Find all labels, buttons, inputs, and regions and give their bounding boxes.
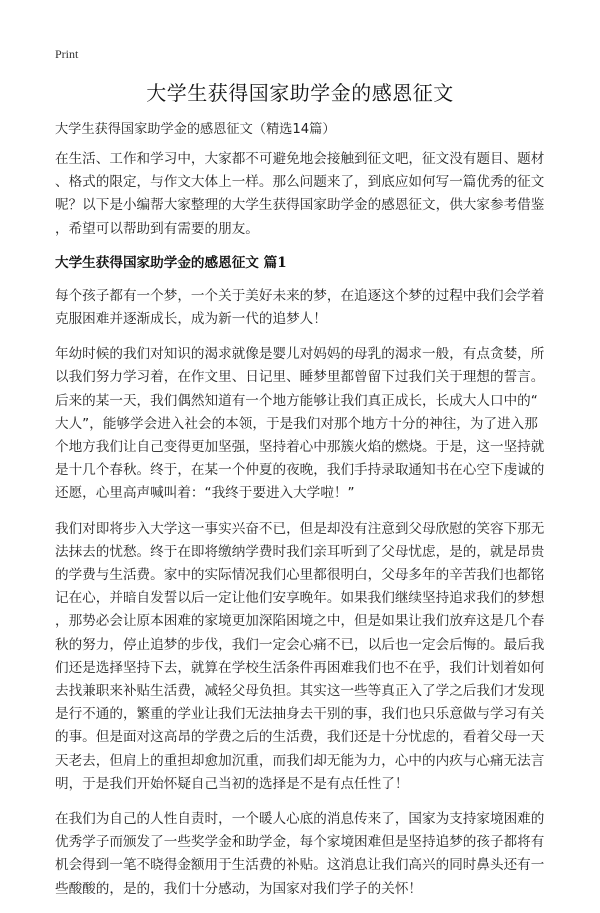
text-line: 在我们为自己的人性自责时，一个暖人心底的消息传来了，国家为支持家境困难的	[55, 811, 545, 828]
text-line: 去找兼职来补贴生活费，减轻父母负担。其实这一些等真正入了学之后我们才发现	[55, 683, 545, 700]
section-heading: 大学生获得国家助学金的感恩征文 篇1	[55, 254, 287, 271]
text-line: ，那势必会让原本困难的家境更加深陷困境之中，但是如果让我们放弃这是几个春	[55, 613, 545, 630]
text-line: 每个孩子都有一个梦，一个关于美好未来的梦，在追逐这个梦的过程中我们会学着	[55, 287, 545, 304]
text-line: ，希望可以帮助到有需要的朋友。	[55, 220, 259, 237]
text-line: 还愿，心里高声喊叫着：“我终于要进入大学啦！”	[55, 485, 355, 502]
text-line: 个地方我们让自己变得更加坚强，坚持着心中那簇火焰的燃烧。于是，这一坚持就	[55, 439, 545, 456]
text-line: 年幼时候的我们对知识的渴求就像是婴儿对妈妈的母乳的渴求一般，有点贪婪，所	[55, 346, 545, 363]
text-line: 机会得到一笔不晓得金额用于生活费的补贴。这消息让我们高兴的同时鼻头还有一	[55, 857, 545, 874]
text-line: 秋的努力，停止追梦的步伐，我们一定会心痛不已，以后也一定会后悔的。最后我	[55, 636, 545, 653]
body-paragraph	[55, 808, 551, 901]
text-line: 是十几个春秋。终于，在某一个仲夏的夜晚，我们手持录取通知书在心空下虔诚的	[55, 462, 545, 479]
text-line: 在生活、工作和学习中，大家都不可避免地会接触到征文吧，征文没有题目、题材	[55, 151, 545, 167]
document-subtitle: 大学生获得国家助学金的感恩征文（精选14篇）	[55, 122, 336, 137]
body-paragraph	[55, 518, 551, 796]
intro-paragraph	[55, 148, 551, 241]
print-label: Print	[55, 47, 79, 61]
text-line: 些酸酸的，是的，我们十分感动，为国家对我们学子的关怀！	[55, 880, 423, 897]
text-line: 优秀学子而颁发了一些奖学金和助学金，每个家境困难但是坚持追梦的孩子都将有	[55, 834, 545, 851]
text-line: 记在心，并暗自发誓以后一定让他们安享晚年。如果我们继续坚持追求我们的梦想	[55, 590, 545, 607]
text-line: 呢？以下是小编帮大家整理的大学生获得国家助学金的感恩征文，供大家参考借鉴	[55, 197, 545, 214]
text-line: 法抹去的忧愁。终于在即将缴纳学费时我们亲耳听到了父母忧虑，是的，就是昂贵	[55, 543, 545, 560]
text-line: 以我们努力学习着，在作文里、日记里、睡梦里都曾留下过我们关于理想的誓言。	[55, 369, 545, 386]
text-line: 天老去，但肩上的重担却愈加沉重，而我们却无能为力，心中的内疚与心痛无法言	[55, 752, 545, 769]
text-line: 我们对即将步入大学这一事实兴奋不已，但是却没有注意到父母欣慰的笑容下那无	[55, 520, 545, 537]
body-paragraph	[55, 343, 551, 505]
text-line: 的事。但是面对这高昂的学费之后的生活费，我们还是十分忧虑的，看着父母一天	[55, 729, 545, 746]
text-line: 后来的某一天，我们偶然知道有一个地方能够让我们真正成长，长成大人口中的“	[55, 392, 538, 409]
text-line: 明，于是我们开始怀疑自己当初的选择是不是有点任性了！	[55, 775, 409, 792]
text-line: 、格式的限定，与作文大体上一样。那么问题来了，到底应如何写一篇优秀的征文	[55, 174, 545, 191]
text-line: 的学费与生活费。家中的实际情况我们心里都很明白，父母多年的辛苦我们也都铭	[55, 567, 545, 584]
text-line: 是行不通的，繁重的学业让我们无法抽身去干别的事，我们也只乐意做与学习有关	[55, 706, 545, 723]
document-title: 大学生获得国家助学金的感恩征文	[146, 81, 454, 105]
body-paragraph	[55, 285, 551, 331]
text-line: 们还是选择坚持下去，就算在学校生活条件再困难我们也不在乎，我们计划着如何	[55, 659, 545, 676]
document-body	[55, 148, 551, 913]
text-line: 大人”，能够学会进入社会的本领，于是我们对那个地方十分的神往，为了进入那	[55, 415, 538, 432]
text-line: 克服困难并逐渐成长，成为新一代的追梦人！	[55, 311, 327, 328]
